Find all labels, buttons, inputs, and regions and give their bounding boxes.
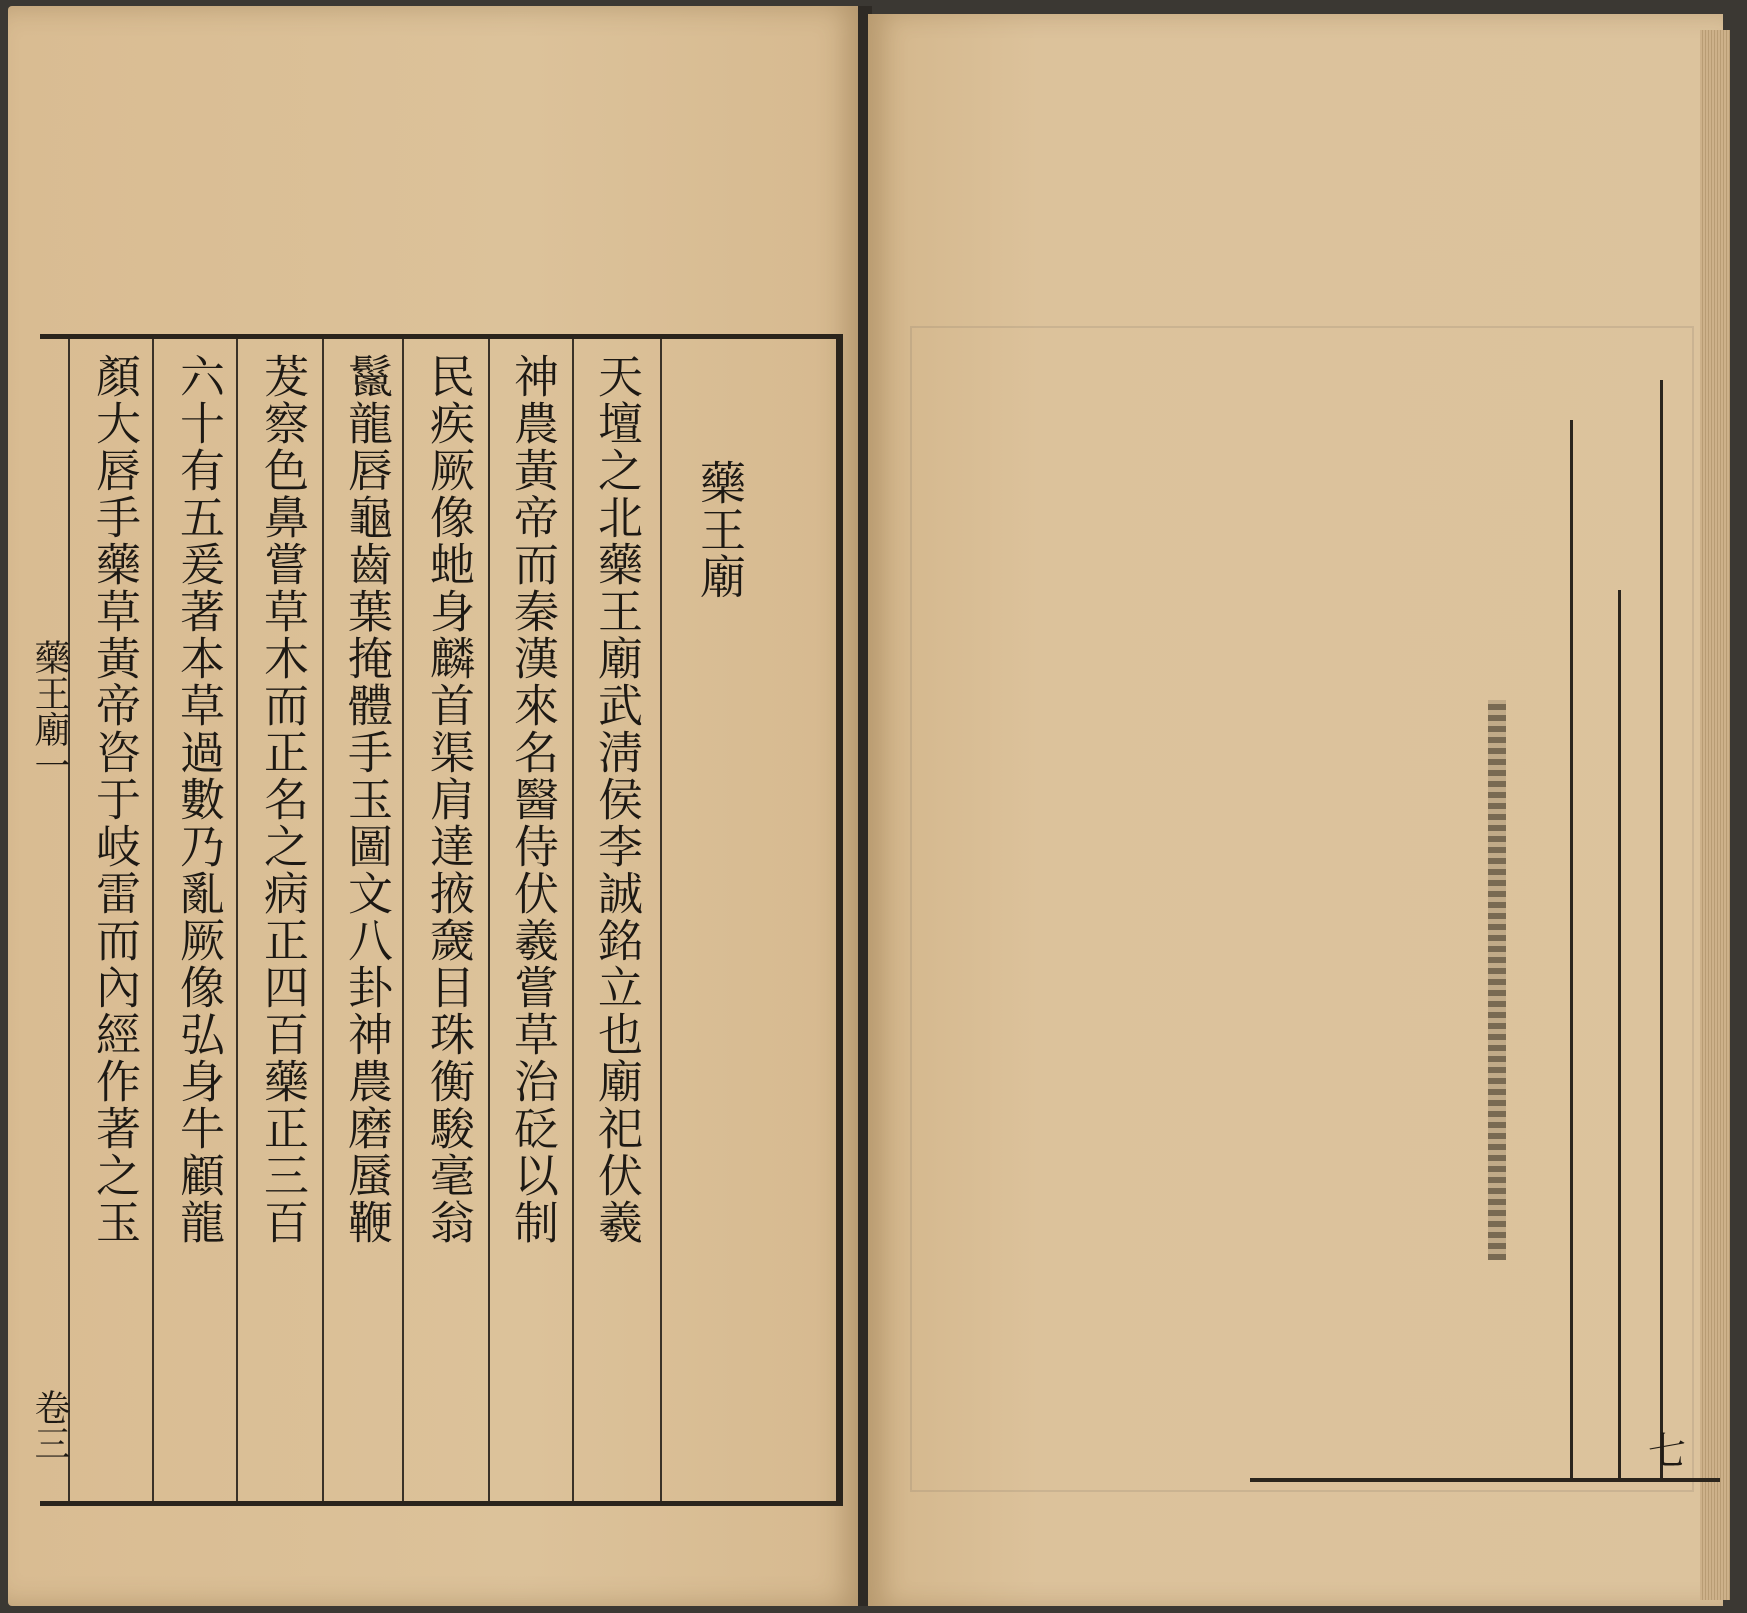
text-column-2: 神農黃帝而秦漢來名醫侍伏羲嘗草治砭以制 bbox=[506, 353, 559, 1246]
margin-title: 藥王廟一 bbox=[29, 639, 70, 783]
column-divider bbox=[68, 339, 70, 1501]
text-column-7: 顏大唇手藥草黃帝咨于岐雷而內經作著之玉 bbox=[88, 353, 141, 1246]
bleed-through-frame bbox=[910, 326, 1694, 1492]
text-column-1: 天壇之北藥王廟武淸侯李誠銘立也廟祀伏羲 bbox=[590, 353, 643, 1246]
text-column-5: 茇察色鼻嘗草木而正名之病正四百藥正三百 bbox=[256, 353, 309, 1246]
left-page bbox=[8, 6, 864, 1606]
column-divider bbox=[152, 339, 154, 1501]
column-divider bbox=[402, 339, 404, 1501]
frame-line bbox=[1660, 380, 1663, 1480]
ink-smudge bbox=[1488, 700, 1506, 1260]
column-divider bbox=[660, 339, 662, 1501]
column-divider bbox=[322, 339, 324, 1501]
margin-volume: 卷三 bbox=[29, 1389, 70, 1461]
frame-line bbox=[1570, 420, 1573, 1480]
page-number: 七 bbox=[1648, 1429, 1687, 1473]
text-column-4: 鬣龍唇龜齒葉掩體手玉圖文八卦神農磨蜃鞭 bbox=[340, 353, 393, 1246]
frame-bottom-line bbox=[1250, 1478, 1720, 1482]
chapter-title: 藥王廟 bbox=[693, 459, 747, 600]
text-column-6: 六十有五爰著本草過數乃亂厥像弘身牛顧龍 bbox=[172, 353, 225, 1246]
column-divider bbox=[488, 339, 490, 1501]
column-divider bbox=[572, 339, 574, 1501]
frame-line bbox=[1618, 590, 1621, 1480]
text-column-3: 民疾厥像虵身麟首渠肩達掖奯目珠衡駿毫翁 bbox=[422, 353, 475, 1246]
column-divider bbox=[236, 339, 238, 1501]
page-edges bbox=[1700, 30, 1730, 1600]
text-frame bbox=[29, 334, 843, 1506]
